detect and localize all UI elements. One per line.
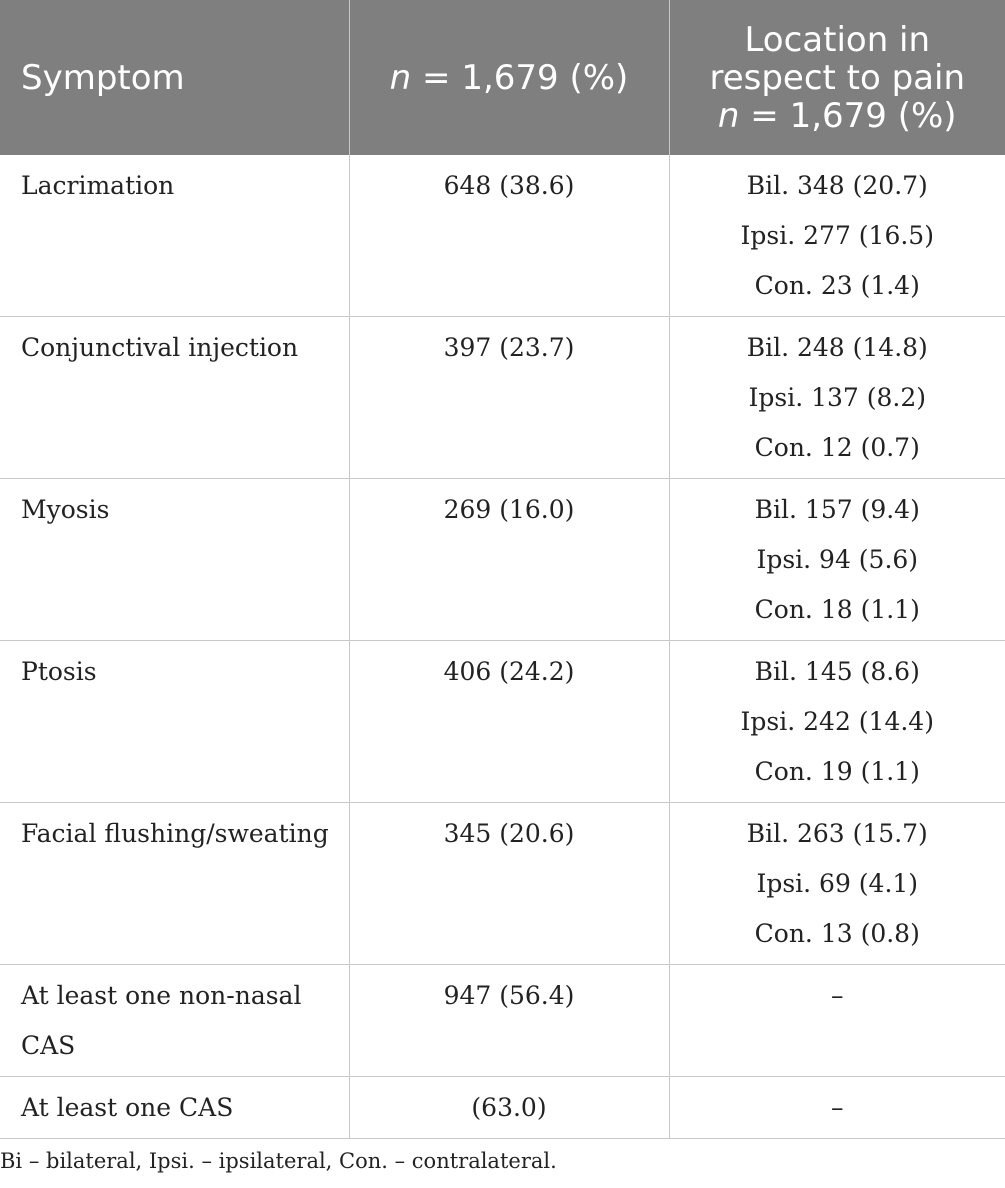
table-row bbox=[0, 803, 1005, 965]
count-cell: (63.0) bbox=[349, 1077, 669, 1139]
location-cell bbox=[669, 1077, 1005, 1139]
header-n-rest: = 1,679 (%) bbox=[411, 57, 629, 98]
location-ipsilateral: Ipsi. 69 (4.1) bbox=[756, 869, 919, 898]
location-ipsilateral: Ipsi. 137 (8.2) bbox=[748, 383, 927, 412]
location-cell bbox=[669, 479, 1005, 641]
symptom-cell: Ptosis bbox=[0, 641, 349, 803]
symptom-cell: Lacrimation bbox=[0, 155, 349, 317]
count-cell: 345 (20.6) bbox=[349, 803, 669, 965]
location-contralateral: Con. 19 (1.1) bbox=[754, 757, 920, 786]
location-none: – bbox=[831, 1093, 844, 1122]
header-location bbox=[669, 0, 1005, 155]
location-contralateral: Con. 12 (0.7) bbox=[754, 433, 920, 462]
location-ipsilateral: Ipsi. 242 (14.4) bbox=[740, 707, 934, 736]
location-ipsilateral: Ipsi. 277 (16.5) bbox=[740, 221, 934, 250]
header-n bbox=[349, 0, 669, 155]
location-cell bbox=[669, 317, 1005, 479]
count-cell: 397 (23.7) bbox=[349, 317, 669, 479]
location-cell bbox=[669, 803, 1005, 965]
location-bilateral: Bil. 157 (9.4) bbox=[754, 495, 920, 524]
table-row bbox=[0, 965, 1005, 1077]
location-bilateral: Bil. 348 (20.7) bbox=[746, 171, 928, 200]
symptom-cell: Conjunctival injection bbox=[0, 317, 349, 479]
count-cell: 406 (24.2) bbox=[349, 641, 669, 803]
header-n-italic: n bbox=[389, 57, 412, 98]
header-location-line1: Location in bbox=[744, 19, 931, 60]
location-cell bbox=[669, 965, 1005, 1077]
table-row bbox=[0, 155, 1005, 317]
location-bilateral: Bil. 145 (8.6) bbox=[754, 657, 920, 686]
table-row bbox=[0, 317, 1005, 479]
table-header-row bbox=[0, 0, 1005, 155]
location-cell bbox=[669, 155, 1005, 317]
count-cell: 269 (16.0) bbox=[349, 479, 669, 641]
header-location-n-rest: = 1,679 (%) bbox=[739, 95, 957, 136]
location-ipsilateral: Ipsi. 94 (5.6) bbox=[756, 545, 919, 574]
count-cell: 947 (56.4) bbox=[349, 965, 669, 1077]
location-bilateral: Bil. 248 (14.8) bbox=[746, 333, 928, 362]
symptom-cell: At least one CAS bbox=[0, 1077, 349, 1139]
table-row bbox=[0, 641, 1005, 803]
header-location-line2: respect to pain bbox=[709, 57, 966, 98]
count-cell: 648 (38.6) bbox=[349, 155, 669, 317]
location-contralateral: Con. 18 (1.1) bbox=[754, 595, 920, 624]
table-row bbox=[0, 479, 1005, 641]
symptom-cell: Facial flushing/sweating bbox=[0, 803, 349, 965]
location-contralateral: Con. 13 (0.8) bbox=[754, 919, 920, 948]
location-contralateral: Con. 23 (1.4) bbox=[754, 271, 920, 300]
location-none: – bbox=[831, 981, 844, 1010]
table-footnote: Bi – bilateral, Ipsi. – ipsilateral, Con. – contralateral. bbox=[0, 1149, 557, 1173]
header-location-line3 bbox=[670, 97, 1005, 135]
location-cell bbox=[669, 641, 1005, 803]
header-location-n-italic: n bbox=[717, 95, 740, 136]
symptom-cell: Myosis bbox=[0, 479, 349, 641]
table-row bbox=[0, 1077, 1005, 1139]
symptom-cell: At least one non-nasal CAS bbox=[0, 965, 349, 1077]
header-symptom: Symptom bbox=[0, 0, 349, 155]
location-bilateral: Bil. 263 (15.7) bbox=[746, 819, 928, 848]
